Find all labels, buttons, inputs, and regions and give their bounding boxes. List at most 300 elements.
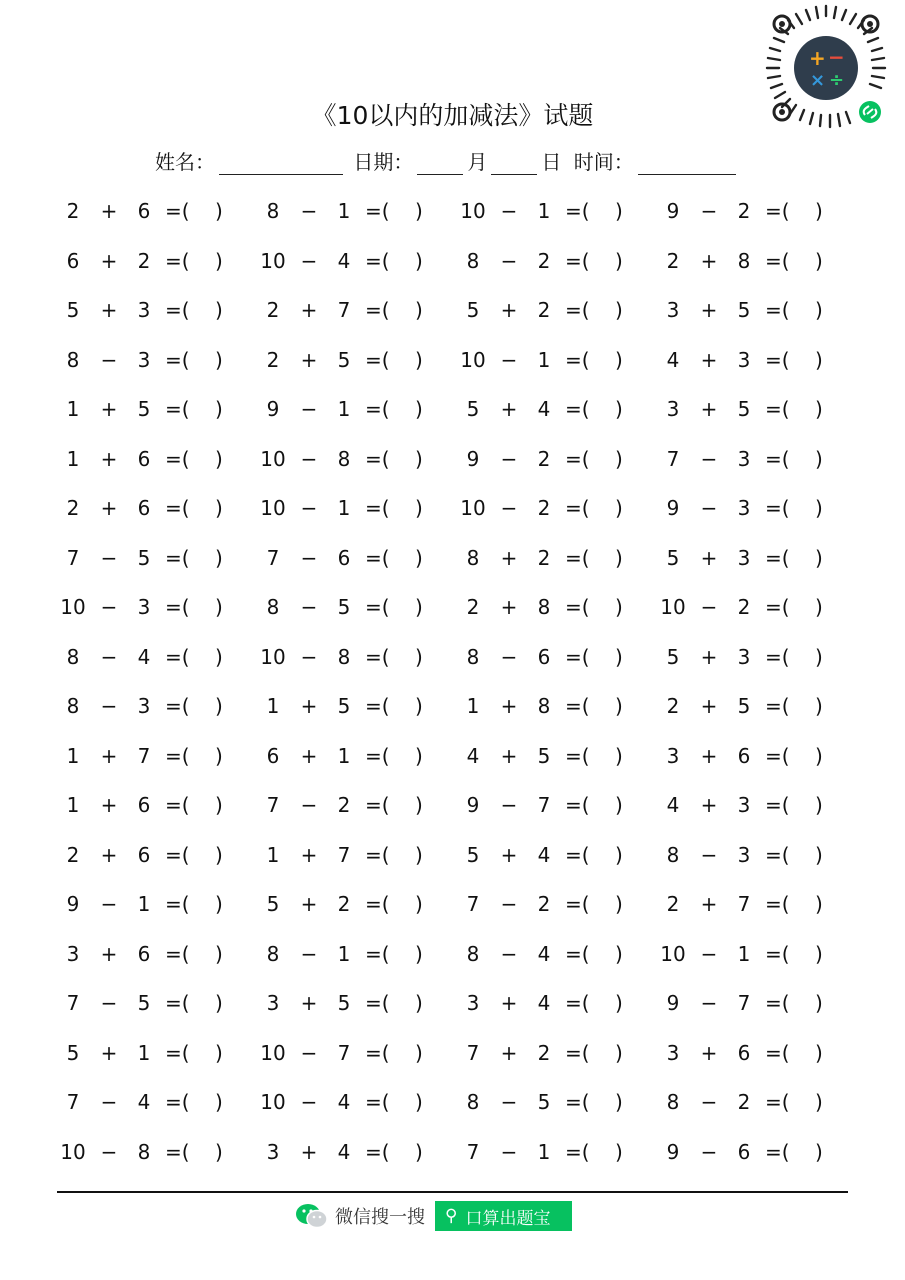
operand-a: 7 <box>66 545 80 570</box>
question-item <box>255 484 455 534</box>
operand-b: 2 <box>537 298 551 322</box>
wechat-icon <box>295 1202 329 1230</box>
answer-blank: =( ) <box>365 347 423 372</box>
answer-blank: =( ) <box>565 199 623 223</box>
question-item <box>55 435 255 485</box>
answer-blank: =( ) <box>765 1090 823 1114</box>
operator: + <box>100 1040 118 1065</box>
search-term: 口算出题宝 <box>465 1208 551 1229</box>
svg-text:−: − <box>828 45 845 69</box>
operand-a: 9 <box>666 1139 680 1164</box>
question-item <box>255 286 455 336</box>
answer-blank: =( ) <box>165 397 223 421</box>
operand-b: 2 <box>137 248 151 273</box>
operator: − <box>500 496 518 520</box>
operand-a: 2 <box>266 298 280 322</box>
operand-b: 3 <box>737 842 751 867</box>
operand-b: 2 <box>337 892 351 916</box>
operator: − <box>300 545 318 570</box>
answer-blank: =( ) <box>565 496 623 520</box>
operand-a: 5 <box>666 545 680 570</box>
operand-a: 2 <box>466 595 480 619</box>
answer-blank: =( ) <box>365 892 423 916</box>
operator: + <box>700 545 718 570</box>
answer-blank: =( ) <box>165 991 223 1015</box>
operator: + <box>700 892 718 916</box>
question-item <box>255 930 455 980</box>
month-blank <box>417 154 463 175</box>
question-item <box>655 187 855 237</box>
question-item <box>655 1128 855 1178</box>
operand-a: 2 <box>666 892 680 916</box>
question-item <box>255 336 455 386</box>
operand-a: 10 <box>260 1090 286 1114</box>
operator: + <box>500 991 518 1015</box>
wechat-search-text: 微信搜一搜 <box>335 1207 425 1228</box>
operand-b: 4 <box>537 397 551 421</box>
answer-blank: =( ) <box>365 595 423 619</box>
operator: + <box>500 694 518 718</box>
question-row <box>55 187 855 237</box>
operand-a: 7 <box>466 892 480 916</box>
operand-b: 3 <box>737 793 751 817</box>
question-row <box>55 583 855 633</box>
question-row <box>55 237 855 287</box>
operand-b: 6 <box>137 199 151 223</box>
answer-blank: =( ) <box>165 1139 223 1164</box>
operand-a: 2 <box>66 842 80 867</box>
operand-a: 10 <box>460 347 486 372</box>
answer-blank: =( ) <box>165 644 223 669</box>
operand-a: 2 <box>266 347 280 372</box>
operand-b: 6 <box>737 1139 751 1164</box>
question-row <box>55 484 855 534</box>
operator: − <box>300 397 318 421</box>
question-item <box>55 1078 255 1128</box>
question-row <box>55 633 855 683</box>
operand-a: 8 <box>266 595 280 619</box>
answer-blank: =( ) <box>765 446 823 471</box>
operator: − <box>100 595 118 619</box>
operator: + <box>700 248 718 273</box>
operand-a: 5 <box>466 842 480 867</box>
operand-a: 8 <box>66 694 80 718</box>
question-row <box>55 682 855 732</box>
answer-blank: =( ) <box>365 793 423 817</box>
question-item <box>455 831 655 881</box>
operator: + <box>100 248 118 273</box>
operand-b: 6 <box>537 644 551 669</box>
question-item <box>455 336 655 386</box>
answer-blank: =( ) <box>765 199 823 223</box>
page-title: 《10以内的加减法》试题 <box>311 101 594 130</box>
operator: + <box>300 842 318 867</box>
search-badge[interactable] <box>435 1201 572 1231</box>
answer-blank: =( ) <box>365 199 423 223</box>
question-item <box>255 1029 455 1079</box>
answer-blank: =( ) <box>765 644 823 669</box>
question-item <box>655 781 855 831</box>
question-item <box>455 484 655 534</box>
question-row <box>55 781 855 831</box>
operator: + <box>700 397 718 421</box>
operand-b: 8 <box>737 248 751 273</box>
operand-a: 1 <box>66 397 80 421</box>
answer-blank: =( ) <box>165 545 223 570</box>
operator: − <box>500 793 518 817</box>
question-item <box>455 880 655 930</box>
operand-b: 1 <box>137 1040 151 1065</box>
operator: + <box>100 496 118 520</box>
question-item <box>55 633 255 683</box>
answer-blank: =( ) <box>765 991 823 1015</box>
operator: − <box>300 1040 318 1065</box>
answer-blank: =( ) <box>365 694 423 718</box>
answer-blank: =( ) <box>565 842 623 867</box>
operand-b: 7 <box>337 1040 351 1065</box>
question-item <box>455 237 655 287</box>
operand-b: 5 <box>337 991 351 1015</box>
answer-blank: =( ) <box>565 595 623 619</box>
answer-blank: =( ) <box>165 1040 223 1065</box>
operand-a: 10 <box>460 496 486 520</box>
answer-blank: =( ) <box>565 793 623 817</box>
question-item <box>655 831 855 881</box>
operand-a: 10 <box>660 941 686 966</box>
question-item <box>655 979 855 1029</box>
question-item <box>55 732 255 782</box>
question-item <box>55 336 255 386</box>
operand-a: 7 <box>266 793 280 817</box>
operand-b: 1 <box>537 347 551 372</box>
question-item <box>455 633 655 683</box>
question-item <box>55 385 255 435</box>
question-item <box>655 1078 855 1128</box>
operand-b: 4 <box>537 991 551 1015</box>
operand-b: 5 <box>137 991 151 1015</box>
operator: + <box>300 694 318 718</box>
question-item <box>55 286 255 336</box>
question-item <box>455 286 655 336</box>
operand-a: 1 <box>266 842 280 867</box>
operand-b: 2 <box>537 446 551 471</box>
operator: + <box>500 842 518 867</box>
answer-blank: =( ) <box>765 941 823 966</box>
operand-b: 1 <box>737 941 751 966</box>
operand-b: 5 <box>137 397 151 421</box>
answer-blank: =( ) <box>165 248 223 273</box>
operator: − <box>700 496 718 520</box>
question-row <box>55 1029 855 1079</box>
question-item <box>55 583 255 633</box>
question-item <box>255 583 455 633</box>
operand-b: 8 <box>337 446 351 471</box>
operand-b: 5 <box>737 397 751 421</box>
question-item <box>255 187 455 237</box>
answer-blank: =( ) <box>165 793 223 817</box>
answer-blank: =( ) <box>365 1040 423 1065</box>
operand-b: 8 <box>337 644 351 669</box>
operand-b: 4 <box>337 1139 351 1164</box>
operand-a: 7 <box>266 545 280 570</box>
answer-blank: =( ) <box>365 941 423 966</box>
question-item <box>55 979 255 1029</box>
day-label: 日 <box>541 150 562 174</box>
operator: + <box>500 743 518 768</box>
operand-a: 1 <box>66 743 80 768</box>
operator: − <box>700 991 718 1015</box>
question-item <box>255 385 455 435</box>
operand-a: 6 <box>266 743 280 768</box>
operand-b: 3 <box>737 644 751 669</box>
answer-blank: =( ) <box>165 892 223 916</box>
operand-a: 3 <box>666 397 680 421</box>
answer-blank: =( ) <box>565 397 623 421</box>
answer-blank: =( ) <box>765 595 823 619</box>
question-item <box>455 385 655 435</box>
operator: + <box>700 347 718 372</box>
question-item <box>455 187 655 237</box>
operator: − <box>300 941 318 966</box>
qr-code-icon <box>760 2 892 134</box>
operand-b: 1 <box>537 199 551 223</box>
operand-a: 8 <box>666 842 680 867</box>
operator: + <box>700 298 718 322</box>
question-item <box>455 979 655 1029</box>
question-item <box>55 930 255 980</box>
answer-blank: =( ) <box>565 991 623 1015</box>
search-icon: ⚲ <box>445 1206 458 1226</box>
operator: − <box>100 545 118 570</box>
operand-a: 10 <box>60 595 86 619</box>
operand-a: 3 <box>666 743 680 768</box>
question-item <box>455 930 655 980</box>
operand-a: 9 <box>666 991 680 1015</box>
operator: − <box>700 941 718 966</box>
answer-blank: =( ) <box>765 743 823 768</box>
answer-blank: =( ) <box>365 248 423 273</box>
operand-b: 1 <box>537 1139 551 1164</box>
operand-b: 2 <box>737 595 751 619</box>
operand-a: 5 <box>266 892 280 916</box>
operand-b: 5 <box>537 1090 551 1114</box>
question-item <box>455 1029 655 1079</box>
question-item <box>655 286 855 336</box>
operand-a: 8 <box>466 1090 480 1114</box>
operator: − <box>500 248 518 273</box>
question-row <box>55 534 855 584</box>
operand-a: 4 <box>466 743 480 768</box>
time-label: 时间： <box>573 150 634 174</box>
question-item <box>55 1128 255 1178</box>
answer-blank: =( ) <box>765 892 823 916</box>
operand-a: 2 <box>666 248 680 273</box>
answer-blank: =( ) <box>165 694 223 718</box>
question-item <box>255 435 455 485</box>
question-item <box>655 484 855 534</box>
operand-b: 6 <box>337 545 351 570</box>
answer-blank: =( ) <box>765 694 823 718</box>
question-item <box>455 534 655 584</box>
operand-b: 7 <box>337 298 351 322</box>
question-row <box>55 1128 855 1178</box>
question-row <box>55 1078 855 1128</box>
operand-a: 3 <box>466 991 480 1015</box>
question-item <box>255 880 455 930</box>
operand-b: 3 <box>137 595 151 619</box>
operator: + <box>300 347 318 372</box>
operand-a: 10 <box>260 248 286 273</box>
question-item <box>655 732 855 782</box>
operand-b: 5 <box>137 545 151 570</box>
question-item <box>655 385 855 435</box>
operator: − <box>500 347 518 372</box>
answer-blank: =( ) <box>765 1040 823 1065</box>
answer-blank: =( ) <box>165 347 223 372</box>
operand-b: 4 <box>137 1090 151 1114</box>
operand-b: 8 <box>137 1139 151 1164</box>
operand-a: 5 <box>666 644 680 669</box>
operator: + <box>100 793 118 817</box>
question-item <box>455 682 655 732</box>
operand-b: 1 <box>337 496 351 520</box>
operand-b: 4 <box>337 1090 351 1114</box>
operator: − <box>100 347 118 372</box>
operator: + <box>100 743 118 768</box>
operand-a: 8 <box>266 199 280 223</box>
svg-text:×: × <box>810 70 826 91</box>
question-item <box>255 633 455 683</box>
operand-a: 8 <box>666 1090 680 1114</box>
operand-b: 2 <box>337 793 351 817</box>
operand-a: 4 <box>666 347 680 372</box>
question-item <box>255 237 455 287</box>
question-item <box>255 979 455 1029</box>
operator: + <box>300 892 318 916</box>
operand-b: 5 <box>337 347 351 372</box>
answer-blank: =( ) <box>765 545 823 570</box>
operand-a: 7 <box>466 1040 480 1065</box>
operand-b: 7 <box>337 842 351 867</box>
student-info-line <box>155 146 740 175</box>
question-item <box>55 682 255 732</box>
question-item <box>55 831 255 881</box>
operator: − <box>700 199 718 223</box>
question-grid <box>55 187 855 1177</box>
operand-b: 6 <box>137 793 151 817</box>
operand-a: 1 <box>466 694 480 718</box>
operand-b: 6 <box>737 743 751 768</box>
operand-b: 5 <box>737 694 751 718</box>
operand-b: 1 <box>337 199 351 223</box>
operator: + <box>100 298 118 322</box>
answer-blank: =( ) <box>565 1139 623 1164</box>
operator: + <box>100 842 118 867</box>
answer-blank: =( ) <box>165 446 223 471</box>
operand-b: 1 <box>337 397 351 421</box>
operand-a: 10 <box>260 446 286 471</box>
operator: + <box>100 397 118 421</box>
operator: + <box>500 1040 518 1065</box>
operand-b: 5 <box>537 743 551 768</box>
answer-blank: =( ) <box>765 1139 823 1164</box>
operand-a: 8 <box>466 644 480 669</box>
operand-a: 9 <box>666 496 680 520</box>
operand-b: 7 <box>537 793 551 817</box>
operator: − <box>700 1090 718 1114</box>
operand-a: 10 <box>260 1040 286 1065</box>
answer-blank: =( ) <box>565 644 623 669</box>
operand-a: 10 <box>260 644 286 669</box>
answer-blank: =( ) <box>365 991 423 1015</box>
operand-b: 3 <box>737 347 751 372</box>
operand-a: 3 <box>266 1139 280 1164</box>
operand-a: 5 <box>466 298 480 322</box>
answer-blank: =( ) <box>565 1090 623 1114</box>
answer-blank: =( ) <box>565 545 623 570</box>
operand-b: 7 <box>737 892 751 916</box>
operand-a: 2 <box>66 199 80 223</box>
operand-b: 6 <box>137 842 151 867</box>
operator: + <box>100 941 118 966</box>
operator: − <box>700 595 718 619</box>
operand-a: 8 <box>66 644 80 669</box>
operand-a: 1 <box>66 446 80 471</box>
question-item <box>655 336 855 386</box>
date-label: 日期： <box>353 150 414 174</box>
operator: − <box>300 595 318 619</box>
answer-blank: =( ) <box>365 743 423 768</box>
operand-a: 9 <box>666 199 680 223</box>
time-blank <box>638 154 736 175</box>
operator: − <box>300 1090 318 1114</box>
operand-a: 8 <box>266 941 280 966</box>
question-row <box>55 979 855 1029</box>
answer-blank: =( ) <box>765 496 823 520</box>
operand-b: 2 <box>537 496 551 520</box>
answer-blank: =( ) <box>365 1090 423 1114</box>
answer-blank: =( ) <box>565 743 623 768</box>
operator: − <box>500 1139 518 1164</box>
question-item <box>455 1128 655 1178</box>
operator: − <box>300 446 318 471</box>
question-row <box>55 435 855 485</box>
operator: + <box>100 446 118 471</box>
operand-b: 3 <box>737 496 751 520</box>
operand-b: 6 <box>737 1040 751 1065</box>
operand-b: 7 <box>737 991 751 1015</box>
answer-blank: =( ) <box>765 842 823 867</box>
operand-a: 4 <box>666 793 680 817</box>
answer-blank: =( ) <box>765 298 823 322</box>
operand-b: 8 <box>537 694 551 718</box>
operator: − <box>300 644 318 669</box>
operand-a: 6 <box>66 248 80 273</box>
question-row <box>55 385 855 435</box>
operand-a: 8 <box>466 545 480 570</box>
name-label: 姓名： <box>155 150 215 174</box>
question-item <box>255 831 455 881</box>
operator: − <box>500 941 518 966</box>
operand-a: 3 <box>266 991 280 1015</box>
operator: − <box>100 644 118 669</box>
operand-b: 3 <box>137 694 151 718</box>
question-item <box>655 930 855 980</box>
operand-b: 3 <box>737 545 751 570</box>
operator: + <box>300 991 318 1015</box>
operand-b: 7 <box>137 743 151 768</box>
operand-b: 3 <box>737 446 751 471</box>
